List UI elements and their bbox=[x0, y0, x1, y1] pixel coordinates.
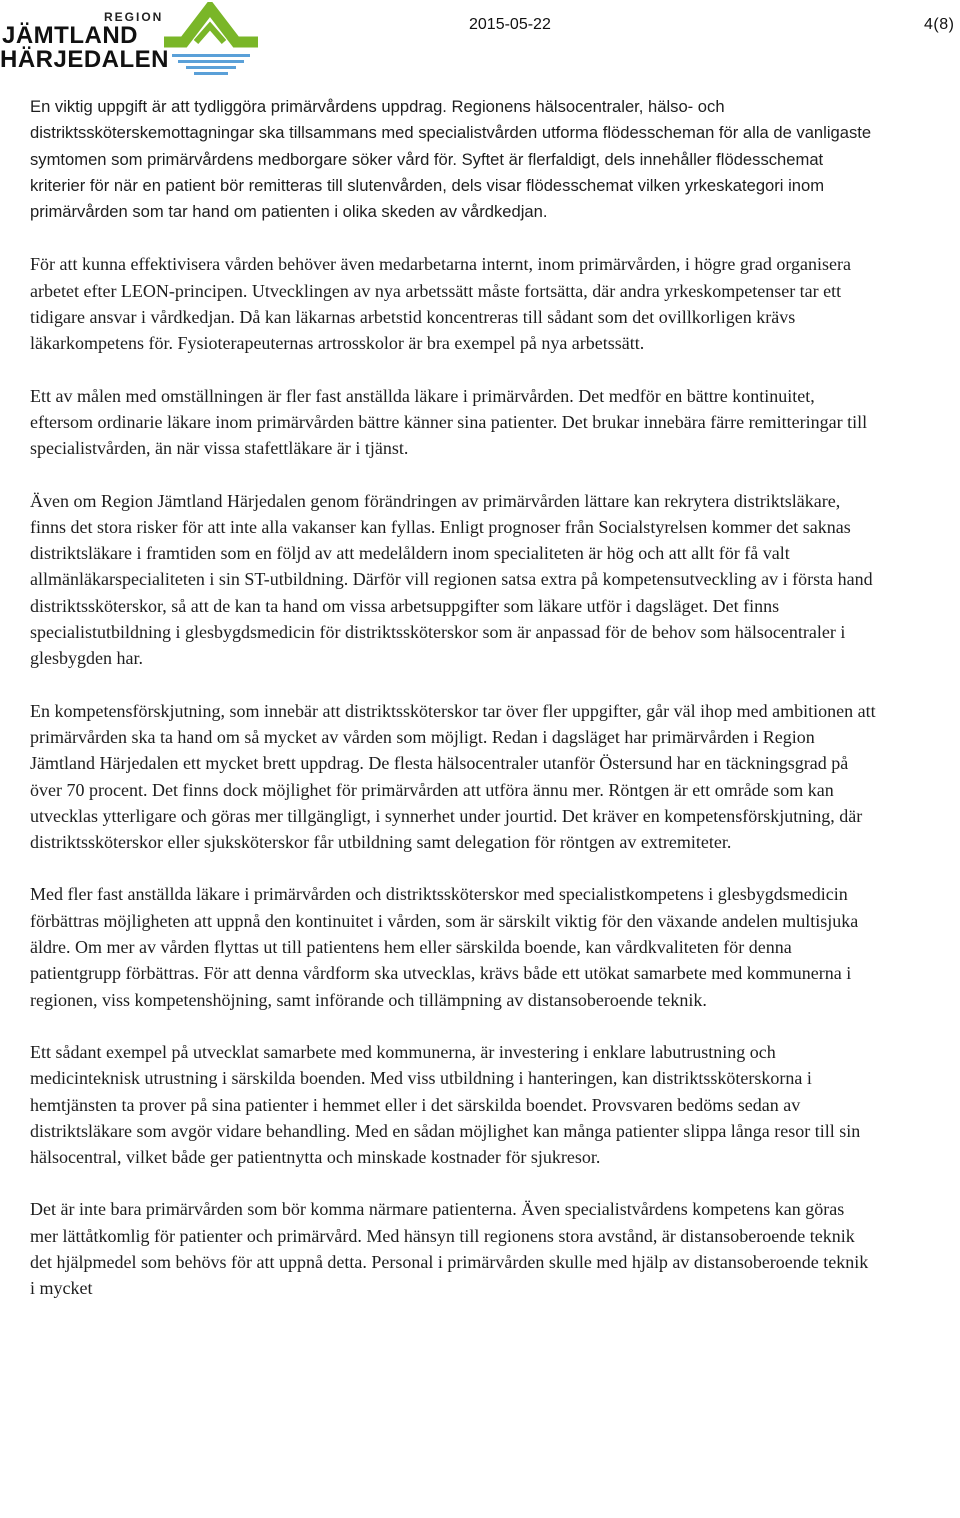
paragraph: En viktig uppgift är att tydliggöra primärvårdens uppdrag. Regionens hälsocentraler, hälso- och distriktssköterskemottagningar ska tillsammans med specialistvården utforma flödesscheman för alla de vanligaste symtomen som primärvårdens medborgare söker vård för. Syftet är flerfaldigt, dels innehåller flödesschemat kriterier för när en patient bör remitteras till slutenvården, dels visar flödesschemat vilken yrkeskategori inom primärvården som tar hand om patienten i olika skeden av vårdkedjan. bbox=[30, 97, 872, 222]
mountain-logo-icon bbox=[158, 2, 268, 80]
paragraph: För att kunna effektivisera vården behöver även medarbetarna internt, inom primärvården, i högre grad organisera arbetet efter LEON-principen. Utvecklingen av nya arbetssätt måste fortsätta, där andra yrkeskompetenser tar ett tidigare ansvar i vårdkedjan. Då kan läkarnas arbetstid koncentreras till sådant som det ovillkorligen krävs läkarkompetens för. Fysioterapeuternas artrosskolor är bra exempel på nya arbetssätt. bbox=[30, 254, 852, 354]
paragraph: Även om Region Jämtland Härjedalen genom förändringen av primärvården lättare kan rekrytera distriktsläkare, finns det stora risker för att inte alla vakanser kan fyllas. Enligt prognoser från Socialstyrelsen kommer det saknas distriktsläkare i framtiden som en följd av att medelåldern inom specialiteten är hög och att allt för få valt allmänläkarspecialiteten i sin ST-utbildning. Därför vill regionen satsa extra på kompetensutveckling av i första hand distriktssköterskor, så att de kan ta hand om vissa arbetsuppgifter som läkare utför i dagsläget. Det finns specialistutbildning i glesbygdsmedicin för distriktssköterskor som är anpassad för de behov som hälsocentraler i glesbygden har. bbox=[30, 490, 873, 669]
paragraph: Med fler fast anställda läkare i primärvården och distriktssköterskor med specialistkompetens i glesbygdsmedicin förbättras möjligheten att uppnå den kontinuitet i vården, som är särskilt viktig för den växande andelen multisjuka äldre. Om mer av vården flyttas ut till patientens hem eller särskilda boende, kan vårdkvaliteten för denna patientgrupp förbättras. För att denna vårdform ska utvecklas, krävs både ett utökat samarbete med kommunerna i regionen, viss kompetenshöjning, samt införande och tillämpning av distansoberoende teknik. bbox=[30, 884, 859, 1010]
paragraph: Ett sådant exempel på utvecklat samarbete med kommunerna, är investering i enklare labutrustning och medicinteknisk utrustning i särskilda boenden. Med viss utbildning i hanteringen, kan distriktssköterskorna i hemtjänsten ta prover på sina patienter i hemmet eller i det särskilda boendet. Provsvaren bedöms sedan av distriktsläkare som avgör vidare behandling. Med en sådan möjlighet kan många patienter slippa långa resor till sin hälsocentral, vilket både ger patientnytta och minskade kostnader för sjukresor. bbox=[30, 1041, 861, 1168]
logo-harjedalen-text: HÄRJEDALEN bbox=[0, 46, 170, 73]
document-body bbox=[30, 94, 876, 1328]
document-date: 2015-05-22 bbox=[469, 16, 551, 33]
paragraph: Det är inte bara primärvården som bör komma närmare patienterna. Även specialistvårdens kompetens kan göras mer lättåtkomlig för patienter och primärvård. Med hänsyn till regionens stora avstånd, är distansoberoende teknik det hjälpmedel som behövs för att uppnå detta. Personal i primärvården skulle med hjälp av distansoberoende teknik i mycket bbox=[30, 1199, 869, 1299]
paragraph: Ett av målen med omställningen är fler fast anställda läkare i primärvården. Det medför en bättre kontinuitet, eftersom ordinarie läkare inom primärvården bättre känner sina patienter. Det brukar innebära färre remitteringar till specialistvården, än när vissa stafettläkare är i tjänst. bbox=[30, 385, 868, 459]
region-logo bbox=[0, 0, 270, 82]
page-number: 4(8) bbox=[924, 16, 955, 33]
logo-region-label: REGION bbox=[104, 10, 164, 24]
paragraph: En kompetensförskjutning, som innebär att distriktssköterskor tar över fler uppgifter, går väl ihop med ambitionen att primärvården ska ta hand om så mycket av vården som möjligt. Redan i dagsläget har primärvården i Region Jämtland Härjedalen ett mycket brett uppdrag. De flesta hälsocentraler utanför Östersund har en täckningsgrad på över 70 procent. Det finns dock möjlighet för primärvården att utföra ännu mer. Röntgen är ett område som kan utvecklas ytterligare och göras mer tillgängligt, i synnerhet under jourtid. Det kräver en kompetensförskjutning, där distriktssköterskor eller sjuksköterskor får utbildning samt delegation för röntgen av extremiteter. bbox=[30, 700, 876, 853]
logo-jamtland-text: JÄMTLAND bbox=[2, 22, 138, 49]
